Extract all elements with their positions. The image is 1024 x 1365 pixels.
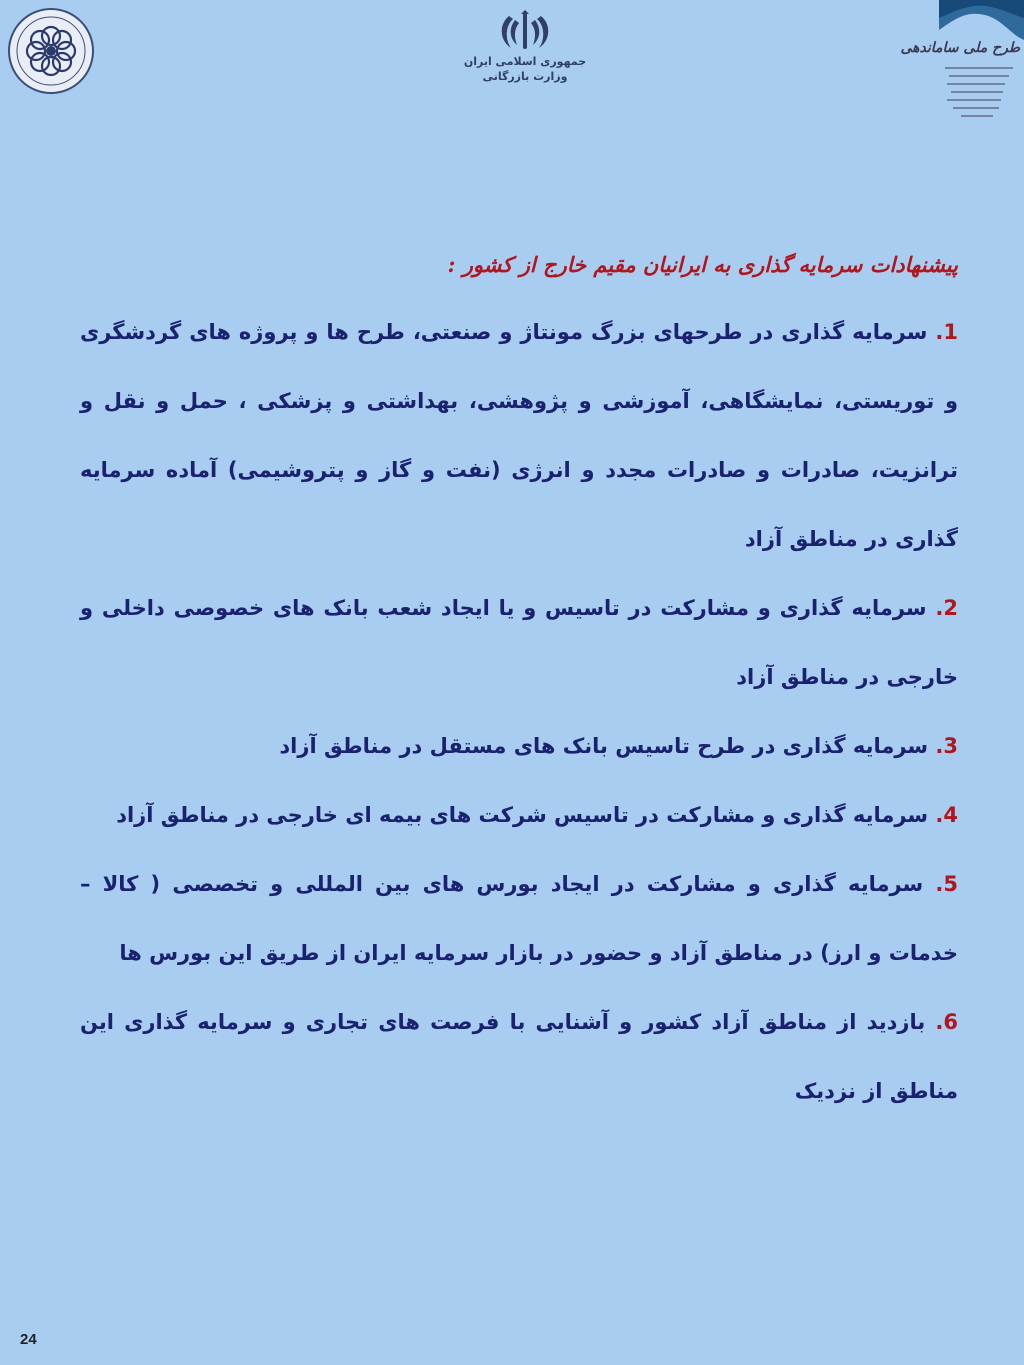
list-item: 1. سرمایه گذاری در طرحهای بزرگ مونتاژ و صنعتی، طرح ها و پروژه های گردشگری و توریستی، نمایشگاهی، آموزشی و پژوهشی، بهداشتی و پزشکی ، حمل و نقل و ترانزیت، صادرات و صادرات مجدد و انرژی (نفت و گاز و پتروشیمی) آماده سرمایه گذاری در مناطق آزاد: [80, 320, 959, 551]
rosette-seal-icon: [6, 6, 96, 96]
calligraphy-icon: [943, 62, 1018, 120]
content-area: [80, 232, 958, 1126]
item-number: 2: [943, 596, 958, 620]
item-text: سرمایه گذاری و مشارکت در تاسیس و یا ایجاد شعب بانک های خصوصی داخلی و خارجی در مناطق آزاد: [80, 596, 958, 689]
item-number: 4: [943, 803, 958, 827]
list-item: 6. بازدید از مناطق آزاد کشور و آشنایی با فرصت های تجاری و سرمایه گذاری این مناطق از نزدیک: [80, 1010, 958, 1103]
item-number: 5: [943, 872, 958, 896]
item-text: بازدید از مناطق آزاد کشور و آشنایی با فرصت های تجاری و سرمایه گذاری این مناطق از نزدیک: [80, 1010, 958, 1103]
right-logo-text: طرح ملی ساماندهی: [900, 40, 1020, 56]
center-logo-line1: جمهوری اسلامی ایران: [463, 55, 587, 68]
list-item: 5. سرمایه گذاری و مشارکت در ایجاد بورس های بین المللی و تخصصی ( کالا – خدمات و ارز) در مناطق آزاد و حضور در بازار سرمایه ایران از طریق این بورس ها: [80, 872, 958, 965]
list-item: 4. سرمایه گذاری و مشارکت در تاسیس شرکت های بیمه ای خارجی در مناطق آزاد: [116, 803, 958, 827]
section-heading: پیشنهادات سرمایه گذاری به ایرانیان مقیم خارج از کشور :: [447, 252, 958, 277]
item-text: سرمایه گذاری در طرحهای بزرگ مونتاژ و صنعتی، طرح ها و پروژه های گردشگری و توریستی، نمایشگاهی، آموزشی و پژوهشی، بهداشتی و پزشکی ، حمل و نقل و ترانزیت، صادرات و صادرات مجدد و انرژی (نفت و گاز و پتروشیمی) آماده سرمایه گذاری در مناطق آزاد: [80, 320, 958, 551]
item-number: 1: [943, 320, 959, 344]
item-number: 6: [943, 1010, 958, 1034]
iran-emblem-icon: [495, 10, 555, 54]
item-number: 3: [943, 734, 958, 758]
list-item: 3. سرمایه گذاری در طرح تاسیس بانک های مستقل در مناطق آزاد: [279, 734, 958, 758]
wave-icon: [939, 0, 1024, 40]
center-logo-line2: وزارت بازرگانی: [482, 70, 568, 83]
item-text: سرمایه گذاری و مشارکت در ایجاد بورس های بین المللی و تخصصی ( کالا – خدمات و ارز) در مناطق آزاد و حضور در بازار سرمایه ایران از طریق این بورس ها: [80, 872, 958, 965]
page-number: 24: [20, 1331, 37, 1348]
list-item: 2. سرمایه گذاری و مشارکت در تاسیس و یا ایجاد شعب بانک های خصوصی داخلی و خارجی در مناطق آزاد: [80, 596, 958, 689]
government-emblem: [450, 10, 600, 100]
item-text: سرمایه گذاری در طرح تاسیس بانک های مستقل در مناطق آزاد: [279, 734, 929, 758]
item-text: سرمایه گذاری و مشارکت در تاسیس شرکت های بیمه ای خارجی در مناطق آزاد: [116, 803, 929, 827]
national-plan-logo: [900, 0, 1024, 125]
